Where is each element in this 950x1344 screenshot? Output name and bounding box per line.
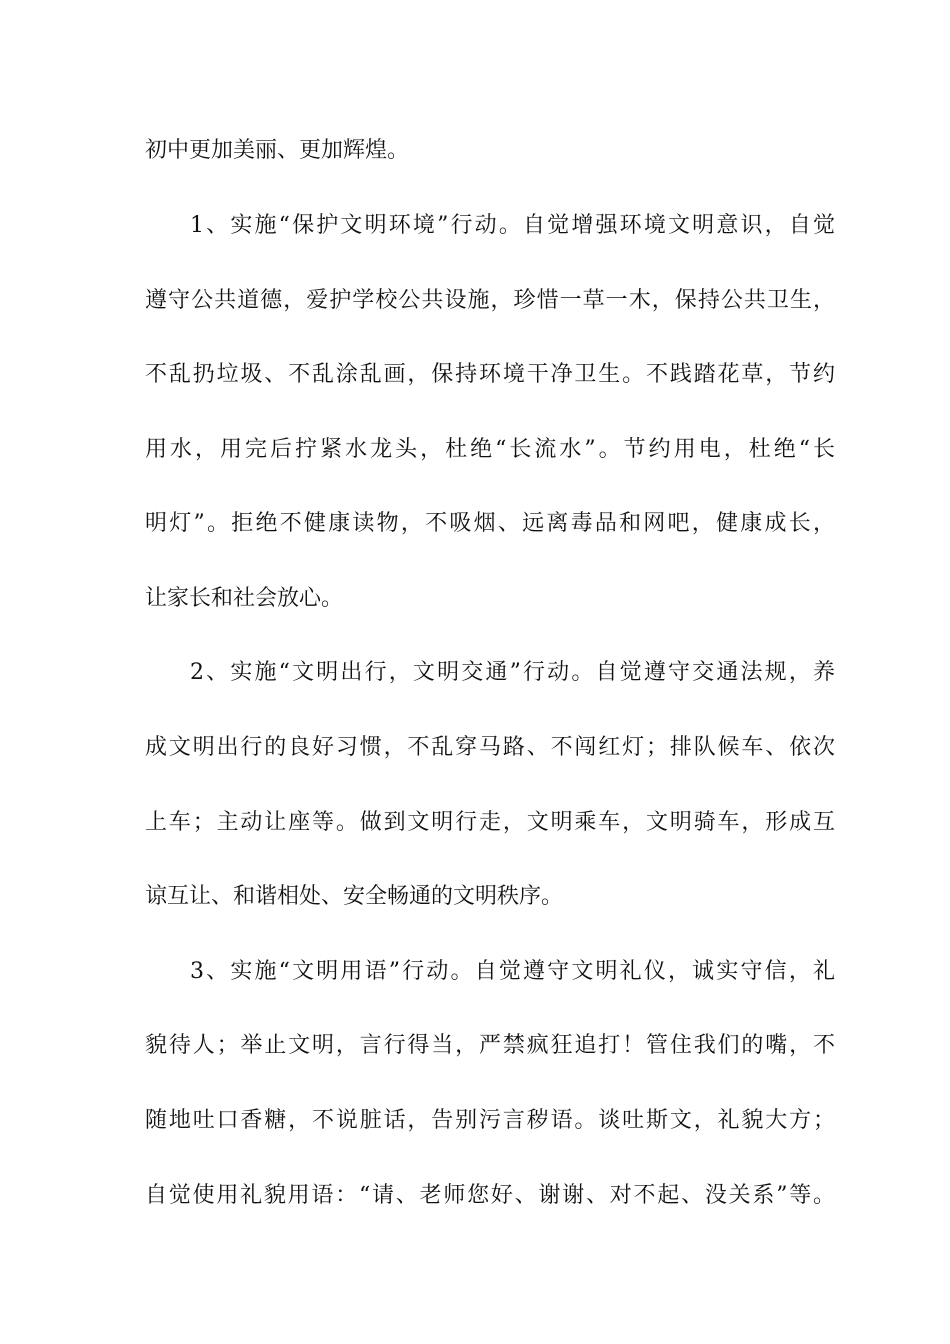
text-line: 3、实施“文明用语”行动。自觉遵守文明礼仪，诚实守信，礼	[190, 959, 835, 984]
text-line: 自觉使用礼貌用语：“请、老师您好、谢谢、对不起、没关系”等。	[145, 1183, 835, 1208]
text-line: 初中更加美丽、更加辉煌。	[145, 138, 410, 163]
text-line: 让家长和社会放心。	[145, 586, 344, 611]
text-line: 用水，用完后拧紧水龙头，杜绝“长流水”。节约用电，杜绝“长	[145, 437, 835, 462]
text-line: 随地吐口香糖，不说脏话，告别污言秽语。谈吐斯文，礼貌大方；	[145, 1108, 835, 1133]
text-line: 上车；主动让座等。做到文明行走，文明乘车，文明骑车，形成互	[145, 810, 835, 835]
text-line: 貌待人；举止文明，言行得当，严禁疯狂追打！管住我们的嘴，不	[145, 1033, 835, 1058]
text-line: 明灯”。拒绝不健康读物，不吸烟、远离毒品和网吧，健康成长，	[145, 511, 835, 536]
text-line: 成文明出行的良好习惯，不乱穿马路、不闯红灯；排队候车、依次	[145, 735, 835, 760]
text-line: 1、实施“保护文明环境”行动。自觉增强环境文明意识，自觉	[190, 213, 835, 238]
text-line: 不乱扔垃圾、不乱涂乱画，保持环境干净卫生。不践踏花草，节约	[145, 362, 835, 387]
text-line: 2、实施“文明出行，文明交通”行动。自觉遵守交通法规，养	[190, 660, 835, 685]
text-line: 遵守公共道德，爱护学校公共设施，珍惜一草一木，保持公共卫生，	[145, 288, 835, 313]
text-line: 谅互让、和谐相处、安全畅通的文明秩序。	[145, 884, 564, 909]
